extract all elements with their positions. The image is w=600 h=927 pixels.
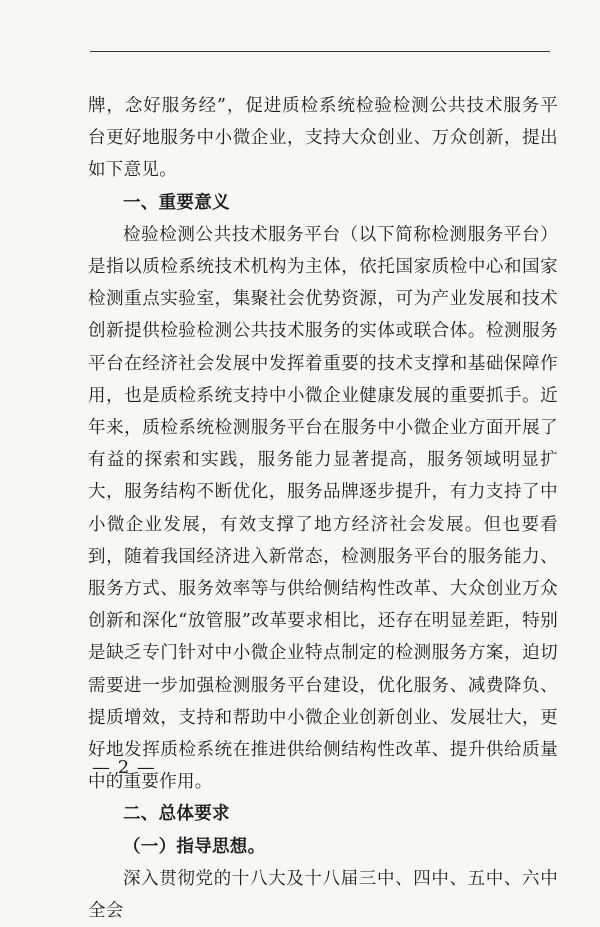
header-rule [90, 51, 550, 52]
paragraph: 检验检测公共技术服务平台（以下简称检测服务平台）是指以质检系统技术机构为主体，依托国家质检中心和国家检测重点实验室，集聚社会优势资源，可为产业发展和技术创新提供检验检测公共技术服务的实体或联合体。检测服务平台在经济社会发展中发挥着重要的技术支撑和基础保障作用，也是质检系统支持中小微企业健康发展的重要抓手。近年来，质检系统检测服务平台在服务中小微企业方面开展了有益的探索和实践，服务能力显著提高，服务领域明显扩大，服务结构不断优化，服务品牌逐步提升，有力支持了中小微企业发展，有效支撑了地方经济社会发展。但也要看到，随着我国经济进入新常态，检测服务平台的服务能力、服务方式、服务效率等与供给侧结构性改革、大众创业万众创新和深化“放管服”改革要求相比，还存在明显差距，特别是缺乏专门针对中小微企业特点制定的检测服务方案，迫切需要进一步加强检测服务平台建设，优化服务、减费降负、提质增效，支持和帮助中小微企业创新创业、发展壮大，更好地发挥质检系统在推进供给侧结构性改革、提升供给质量中的重要作用。 [88, 224, 558, 793]
section-heading-requirements: 二、总体要求 [123, 804, 230, 825]
page-number: — 2 — [92, 757, 156, 778]
paragraph: 深入贯彻党的十八大及十八届三中、四中、五中、六中全会 [88, 868, 558, 922]
section-heading-significance: 一、重要意义 [123, 192, 230, 213]
subsection-heading-guiding-thought: （一）指导思想。 [123, 836, 266, 857]
document-body [88, 90, 558, 927]
paragraph: 牌，念好服务经”，促进质检系统检验检测公共技术服务平台更好地服务中小微企业，支持大众创业、万众创新，提出如下意见。 [88, 96, 558, 181]
